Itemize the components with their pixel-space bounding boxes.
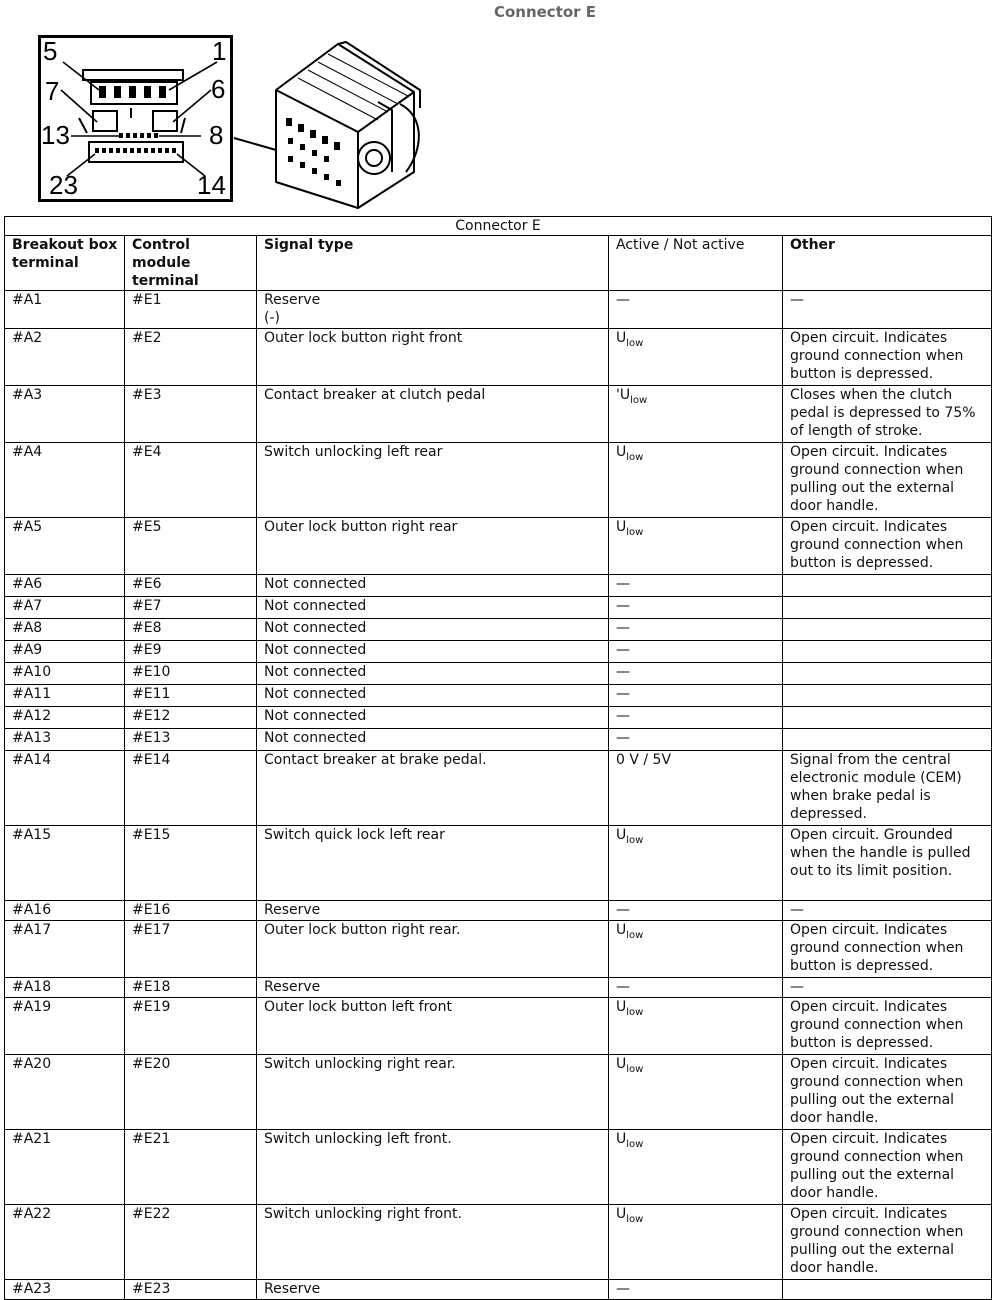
breakout-terminal-cell: #A11 [5, 685, 125, 707]
active-value-text: — [616, 642, 630, 658]
signal-type-text: Not connected [264, 642, 367, 658]
connector-pinout-table [4, 216, 992, 1300]
breakout-terminal-cell: #A13 [5, 729, 125, 751]
connector-pinout-diagram [38, 35, 233, 202]
active-value-subscript: low [626, 1064, 644, 1075]
pin-label-7: 7 [45, 76, 60, 106]
breakout-terminal-cell: #A22 [5, 1205, 125, 1280]
control-module-terminal-cell: #E22 [125, 1205, 257, 1280]
page-title: Connector E [493, 3, 597, 21]
signal-type-text: Not connected [264, 708, 367, 724]
table-row [5, 1130, 992, 1205]
table-row [5, 1205, 992, 1280]
control-module-terminal-cell: #E7 [125, 597, 257, 619]
signal-type-cell [257, 751, 609, 826]
table-row [5, 619, 992, 641]
pin-label-1: 1 [212, 38, 227, 66]
table-row [5, 729, 992, 751]
active-value-text: U [616, 519, 627, 535]
active-value-cell [609, 1205, 783, 1280]
active-value-text: U [616, 999, 627, 1015]
other-notes-cell [783, 707, 992, 729]
table-row [5, 518, 992, 575]
signal-type-cell [257, 575, 609, 597]
signal-type-text: Outer lock button right rear. [264, 922, 461, 938]
control-module-terminal-cell: #E5 [125, 518, 257, 575]
other-notes-cell: — [783, 978, 992, 998]
control-module-terminal-cell: #E9 [125, 641, 257, 663]
table-row [5, 663, 992, 685]
signal-type-text: Reserve [264, 979, 321, 995]
active-value-cell [609, 1130, 783, 1205]
control-module-terminal-cell: #E4 [125, 443, 257, 518]
signal-type-text: Not connected [264, 620, 367, 636]
signal-type-text: Not connected [264, 576, 367, 592]
active-value-text: — [616, 576, 630, 592]
active-value-cell [609, 685, 783, 707]
active-value-text: — [616, 664, 630, 680]
active-value-cell [609, 921, 783, 978]
control-module-terminal-cell: #E16 [125, 901, 257, 921]
active-value-cell [609, 641, 783, 663]
pin-label-5: 5 [43, 38, 58, 66]
table-row [5, 443, 992, 518]
signal-type-cell [257, 1055, 609, 1130]
table-row [5, 1055, 992, 1130]
signal-type-text: Not connected [264, 664, 367, 680]
control-module-terminal-cell: #E23 [125, 1280, 257, 1300]
signal-type-text: Contact breaker at brake pedal. [264, 752, 487, 768]
active-value-text: 'U [616, 387, 631, 403]
table-row [5, 901, 992, 921]
active-value-text: U [616, 827, 627, 843]
signal-type-cell [257, 707, 609, 729]
active-value-cell [609, 597, 783, 619]
control-module-terminal-cell: #E19 [125, 998, 257, 1055]
signal-type-text: Switch unlocking right rear. [264, 1056, 456, 1072]
control-module-terminal-cell: #E21 [125, 1130, 257, 1205]
other-notes-cell: Closes when the clutch pedal is depressed to 75% of length of stroke. [783, 386, 992, 443]
control-module-terminal-cell: #E10 [125, 663, 257, 685]
breakout-terminal-cell: #A9 [5, 641, 125, 663]
header-other: Other [783, 236, 992, 291]
active-value-cell [609, 901, 783, 921]
active-value-subscript: low [626, 452, 644, 463]
signal-type-cell [257, 291, 609, 329]
signal-type-text: Outer lock button right front [264, 330, 463, 346]
breakout-terminal-cell: #A18 [5, 978, 125, 998]
control-module-terminal-cell: #E1 [125, 291, 257, 329]
signal-type-cell [257, 998, 609, 1055]
active-value-text: — [616, 708, 630, 724]
active-value-cell [609, 1055, 783, 1130]
other-notes-cell [783, 641, 992, 663]
breakout-terminal-cell: #A15 [5, 826, 125, 901]
other-notes-cell: Open circuit. Indicates ground connection when button is depressed. [783, 329, 992, 386]
breakout-terminal-cell: #A5 [5, 518, 125, 575]
signal-type-cell [257, 518, 609, 575]
active-value-subscript: low [626, 930, 644, 941]
other-notes-cell: Open circuit. Indicates ground connection when button is depressed. [783, 998, 992, 1055]
active-value-cell [609, 518, 783, 575]
active-value-cell [609, 826, 783, 901]
control-module-terminal-cell: #E3 [125, 386, 257, 443]
table-row [5, 978, 992, 998]
active-value-text: U [616, 1056, 627, 1072]
table-row [5, 597, 992, 619]
signal-type-text: Switch quick lock left rear [264, 827, 445, 843]
active-value-subscript: low [626, 835, 644, 846]
control-module-terminal-cell: #E8 [125, 619, 257, 641]
signal-type-cell [257, 641, 609, 663]
other-notes-cell [783, 597, 992, 619]
header-control-module-terminal: Control module terminal [125, 236, 257, 291]
breakout-terminal-cell: #A12 [5, 707, 125, 729]
other-notes-cell [783, 685, 992, 707]
signal-type-text: Switch unlocking left rear [264, 444, 443, 460]
table-row [5, 707, 992, 729]
header-active-not-active: Active / Not active [609, 236, 783, 291]
control-module-terminal-cell: #E11 [125, 685, 257, 707]
breakout-terminal-cell: #A17 [5, 921, 125, 978]
active-value-subscript: low [626, 527, 644, 538]
table-row [5, 641, 992, 663]
signal-type-cell [257, 597, 609, 619]
active-value-text: — [616, 686, 630, 702]
signal-type-text: Outer lock button left front [264, 999, 452, 1015]
active-value-text: — [616, 979, 630, 995]
active-value-cell [609, 751, 783, 826]
breakout-terminal-cell: #A1 [5, 291, 125, 329]
active-value-subscript: low [626, 1214, 644, 1225]
active-value-subscript: low [630, 395, 648, 406]
signal-type-cell [257, 1130, 609, 1205]
other-notes-cell: — [783, 901, 992, 921]
control-module-terminal-cell: #E12 [125, 707, 257, 729]
control-module-terminal-cell: #E17 [125, 921, 257, 978]
other-notes-cell: Open circuit. Indicates ground connection when pulling out the external door handle. [783, 1055, 992, 1130]
signal-type-text: Not connected [264, 598, 367, 614]
other-notes-cell [783, 575, 992, 597]
signal-type-text: Switch unlocking left front. [264, 1131, 452, 1147]
signal-type-cell [257, 386, 609, 443]
signal-type-text: Reserve [264, 902, 321, 918]
breakout-terminal-cell: #A7 [5, 597, 125, 619]
breakout-terminal-cell: #A6 [5, 575, 125, 597]
breakout-terminal-cell: #A4 [5, 443, 125, 518]
active-value-text: — [616, 620, 630, 636]
signal-type-cell [257, 685, 609, 707]
other-notes-cell: — [783, 291, 992, 329]
active-value-text: — [616, 292, 630, 308]
breakout-terminal-cell: #A21 [5, 1130, 125, 1205]
other-notes-cell: Open circuit. Grounded when the handle is pulled out to its limit position. [783, 826, 992, 901]
other-notes-cell [783, 729, 992, 751]
active-value-cell [609, 443, 783, 518]
table-row [5, 575, 992, 597]
other-notes-cell [783, 663, 992, 685]
other-notes-cell: Signal from the central electronic module (CEM) when brake pedal is depressed. [783, 751, 992, 826]
active-value-cell [609, 291, 783, 329]
signal-type-cell [257, 921, 609, 978]
signal-type-text: Not connected [264, 686, 367, 702]
pin-label-23: 23 [49, 170, 78, 199]
header-breakout-terminal: Breakout box terminal [5, 236, 125, 291]
table-row [5, 291, 992, 329]
signal-type-cell [257, 978, 609, 998]
pin-label-13: 13 [41, 120, 70, 150]
active-value-text: U [616, 330, 627, 346]
active-value-text: — [616, 598, 630, 614]
active-value-cell [609, 386, 783, 443]
active-value-cell [609, 729, 783, 751]
table-row [5, 386, 992, 443]
signal-type-text: Reserve [264, 292, 321, 308]
table-row [5, 998, 992, 1055]
other-notes-cell: Open circuit. Indicates ground connection when button is depressed. [783, 921, 992, 978]
active-value-text: 0 V / 5V [616, 752, 672, 768]
pin-label-6: 6 [211, 74, 226, 104]
breakout-terminal-cell: #A23 [5, 1280, 125, 1300]
control-module-terminal-cell: #E20 [125, 1055, 257, 1130]
table-row [5, 1280, 992, 1300]
active-value-text: U [616, 1206, 627, 1222]
active-value-subscript: low [626, 338, 644, 349]
active-value-cell [609, 707, 783, 729]
breakout-terminal-cell: #A19 [5, 998, 125, 1055]
signal-type-cell [257, 826, 609, 901]
signal-type-cell [257, 1205, 609, 1280]
signal-type-note: (-) [264, 310, 280, 326]
table-row [5, 921, 992, 978]
breakout-terminal-cell: #A2 [5, 329, 125, 386]
header-signal-type: Signal type [257, 236, 609, 291]
signal-type-cell [257, 663, 609, 685]
active-value-text: — [616, 902, 630, 918]
control-module-terminal-cell: #E2 [125, 329, 257, 386]
control-module-terminal-cell: #E14 [125, 751, 257, 826]
active-value-text: U [616, 922, 627, 938]
active-value-cell [609, 329, 783, 386]
signal-type-text: Not connected [264, 730, 367, 746]
signal-type-cell [257, 901, 609, 921]
signal-type-cell [257, 1280, 609, 1300]
signal-type-text: Outer lock button right rear [264, 519, 458, 535]
active-value-text: — [616, 1281, 630, 1297]
breakout-terminal-cell: #A20 [5, 1055, 125, 1130]
other-notes-cell: Open circuit. Indicates ground connection when pulling out the external door handle. [783, 1205, 992, 1280]
table-row [5, 826, 992, 901]
signal-type-cell [257, 619, 609, 641]
breakout-terminal-cell: #A10 [5, 663, 125, 685]
active-value-cell [609, 619, 783, 641]
signal-type-text: Reserve [264, 1281, 321, 1297]
signal-type-cell [257, 329, 609, 386]
active-value-cell [609, 663, 783, 685]
table-caption: Connector E [5, 217, 992, 236]
signal-type-cell [257, 443, 609, 518]
breakout-terminal-cell: #A14 [5, 751, 125, 826]
other-notes-cell [783, 619, 992, 641]
signal-type-cell [257, 729, 609, 751]
signal-type-text: Contact breaker at clutch pedal [264, 387, 486, 403]
other-notes-cell [783, 1280, 992, 1300]
breakout-terminal-cell: #A8 [5, 619, 125, 641]
control-module-terminal-cell: #E13 [125, 729, 257, 751]
table-row [5, 329, 992, 386]
active-value-cell [609, 998, 783, 1055]
breakout-terminal-cell: #A16 [5, 901, 125, 921]
active-value-cell [609, 575, 783, 597]
pin-label-14: 14 [197, 170, 226, 199]
other-notes-cell: Open circuit. Indicates ground connection when pulling out the external door handle. [783, 443, 992, 518]
active-value-cell [609, 978, 783, 998]
active-value-text: — [616, 730, 630, 746]
control-module-terminal-cell: #E6 [125, 575, 257, 597]
active-value-text: U [616, 444, 627, 460]
other-notes-cell: Open circuit. Indicates ground connection when pulling out the external door handle. [783, 1130, 992, 1205]
pin-label-8: 8 [209, 120, 224, 150]
connector-isometric-image [228, 32, 438, 214]
breakout-terminal-cell: #A3 [5, 386, 125, 443]
control-module-terminal-cell: #E15 [125, 826, 257, 901]
active-value-cell [609, 1280, 783, 1300]
table-row [5, 751, 992, 826]
signal-type-text: Switch unlocking right front. [264, 1206, 462, 1222]
active-value-text: U [616, 1131, 627, 1147]
active-value-subscript: low [626, 1007, 644, 1018]
active-value-subscript: low [626, 1139, 644, 1150]
control-module-terminal-cell: #E18 [125, 978, 257, 998]
other-notes-cell: Open circuit. Indicates ground connection when button is depressed. [783, 518, 992, 575]
table-row [5, 685, 992, 707]
